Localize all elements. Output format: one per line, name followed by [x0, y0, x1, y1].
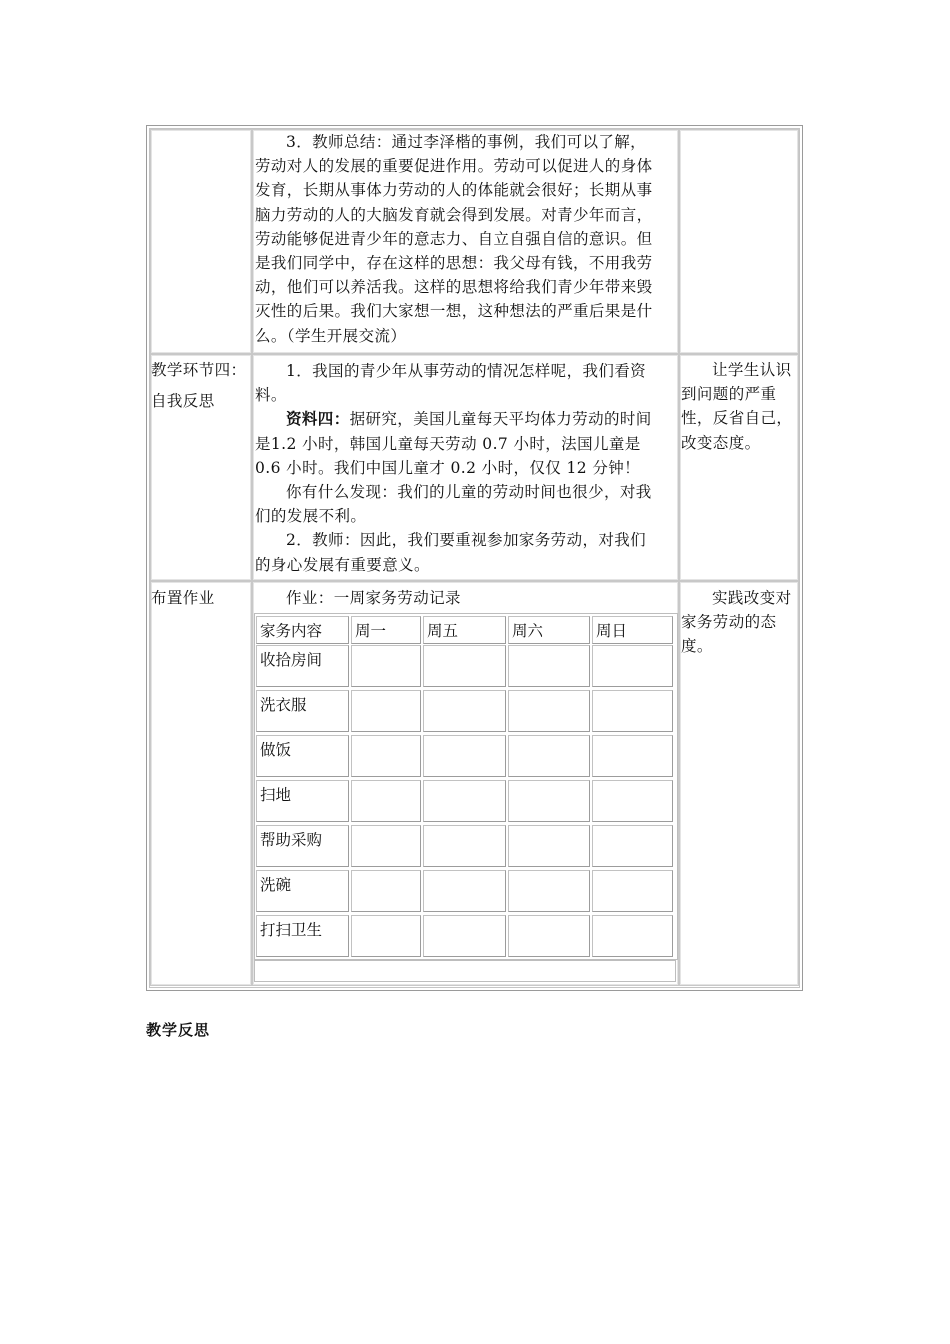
material-label: 资料四： — [286, 410, 350, 429]
chore-day-cell — [508, 645, 590, 687]
chore-day-cell — [423, 735, 506, 777]
chore-day-cell — [592, 645, 673, 687]
chore-day-cell — [423, 780, 506, 822]
paragraph-line: 劳动能够促进青少年的意志力、自立自强自信的意识。但 — [255, 229, 653, 248]
chore-day-cell — [351, 735, 421, 777]
chore-name-cell: 打扫卫生 — [256, 915, 349, 957]
stage-label: 教学环节四： — [151, 361, 247, 379]
row3-right-cell — [679, 581, 799, 986]
section-heading: 教学反思 — [146, 1021, 211, 1039]
chore-name-cell: 做饭 — [256, 735, 349, 777]
chore-day-cell — [592, 915, 673, 957]
chore-day-cell — [351, 645, 421, 687]
row2-left-cell — [150, 354, 252, 581]
paragraph-line: 们的发展不利。 — [255, 507, 367, 526]
chore-day-cell — [508, 915, 590, 957]
paragraph-line: 动，他们可以养活我。这样的思想将给我们青少年带来毁 — [255, 278, 653, 297]
purpose-line: 实践改变对 — [712, 589, 792, 607]
chore-name-cell: 洗碗 — [256, 870, 349, 912]
chore-day-cell — [592, 870, 673, 912]
row2-purpose — [681, 358, 799, 455]
row3-left-cell — [150, 581, 252, 986]
stage-title: 自我反思 — [151, 392, 215, 411]
paragraph-line: 是我们同学中，存在这样的思想：我父母有钱，不用我劳 — [255, 254, 653, 273]
purpose-line: 家务劳动的态 — [681, 613, 777, 632]
paragraph-line: 的身心发展有重要意义。 — [255, 555, 430, 574]
chore-day-cell — [351, 690, 421, 732]
purpose-line: 到问题的严重 — [681, 385, 777, 404]
paragraph-line: 料。 — [255, 386, 287, 405]
paragraph-line: 脑力劳动的人的大脑发育就会得到发展。对青少年而言， — [255, 205, 653, 224]
chore-name-cell: 洗衣服 — [256, 690, 349, 732]
chore-day-cell — [592, 825, 673, 867]
chore-day-cell — [592, 735, 673, 777]
chore-day-cell — [423, 825, 506, 867]
chore-day-cell — [508, 825, 590, 867]
assignment-title: 作业：一周家务劳动记录 — [286, 589, 461, 607]
row1-right-cell — [679, 129, 799, 354]
table-header-cell: 家务内容 — [256, 616, 349, 644]
chore-day-cell — [508, 780, 590, 822]
row2-text — [255, 359, 675, 577]
purpose-line: 度。 — [681, 637, 713, 656]
chore-day-cell — [592, 780, 673, 822]
row2-middle-cell — [252, 354, 679, 581]
chore-day-cell — [508, 870, 590, 912]
chore-day-cell — [508, 690, 590, 732]
table-footer-strip — [254, 960, 676, 982]
chore-name-cell: 扫地 — [256, 780, 349, 822]
row1-left-cell — [150, 129, 252, 354]
table-header-cell: 周日 — [592, 616, 673, 644]
paragraph-line: 灭性的后果。我们大家想一想，这种想法的严重后果是什 — [255, 302, 653, 321]
chore-name-cell: 收拾房间 — [256, 645, 349, 687]
paragraph-line: 0.6 小时。我们中国儿童才 0.2 小时，仅仅 12 分钟！ — [255, 458, 641, 477]
paragraph-line: 么。（学生开展交流） — [255, 326, 407, 345]
row2-right-cell — [679, 354, 799, 581]
paragraph-line: 资料四：据研究，美国儿童每天平均体力劳动的时间 — [286, 410, 652, 429]
chore-day-cell — [351, 780, 421, 822]
chore-day-cell — [508, 735, 590, 777]
paragraph-line: 3．教师总结：通过李泽楷的事例，我们可以了解， — [286, 133, 647, 151]
paragraph-line: 2．教师：因此，我们要重视参加家务劳动，对我们 — [286, 531, 647, 550]
table-header-cell: 周五 — [423, 616, 506, 644]
homework-label: 布置作业 — [151, 589, 215, 607]
chore-day-cell — [351, 915, 421, 957]
chore-day-cell — [423, 870, 506, 912]
chore-day-cell — [423, 690, 506, 732]
purpose-line: 让学生认识 — [712, 361, 792, 379]
paragraph-line: 1．我国的青少年从事劳动的情况怎样呢，我们看资 — [286, 362, 647, 380]
row3-purpose — [681, 586, 799, 659]
purpose-line: 改变态度。 — [681, 433, 761, 452]
row1-middle-cell — [252, 129, 679, 354]
chore-day-cell — [423, 915, 506, 957]
paragraph-line: 你有什么发现：我们的儿童的劳动时间也很少，对我 — [286, 483, 652, 502]
paragraph-line: 劳动对人的发展的重要促进作用。劳动可以促进人的身体 — [255, 157, 653, 176]
table-header-cell: 周一 — [351, 616, 421, 644]
table-header-cell: 周六 — [508, 616, 590, 644]
chore-day-cell — [351, 870, 421, 912]
row1-text — [255, 130, 675, 348]
paragraph-line: 发育，长期从事体力劳动的人的体能就会很好；长期从事 — [255, 181, 653, 200]
chore-day-cell — [351, 825, 421, 867]
chore-day-cell — [592, 690, 673, 732]
paragraph-line: 是1.2 小时，韩国儿童每天劳动 0.7 小时，法国儿童是 — [255, 434, 641, 453]
chore-name-cell: 帮助采购 — [256, 825, 349, 867]
chore-day-cell — [423, 645, 506, 687]
purpose-line: 性，反省自己， — [681, 409, 793, 428]
